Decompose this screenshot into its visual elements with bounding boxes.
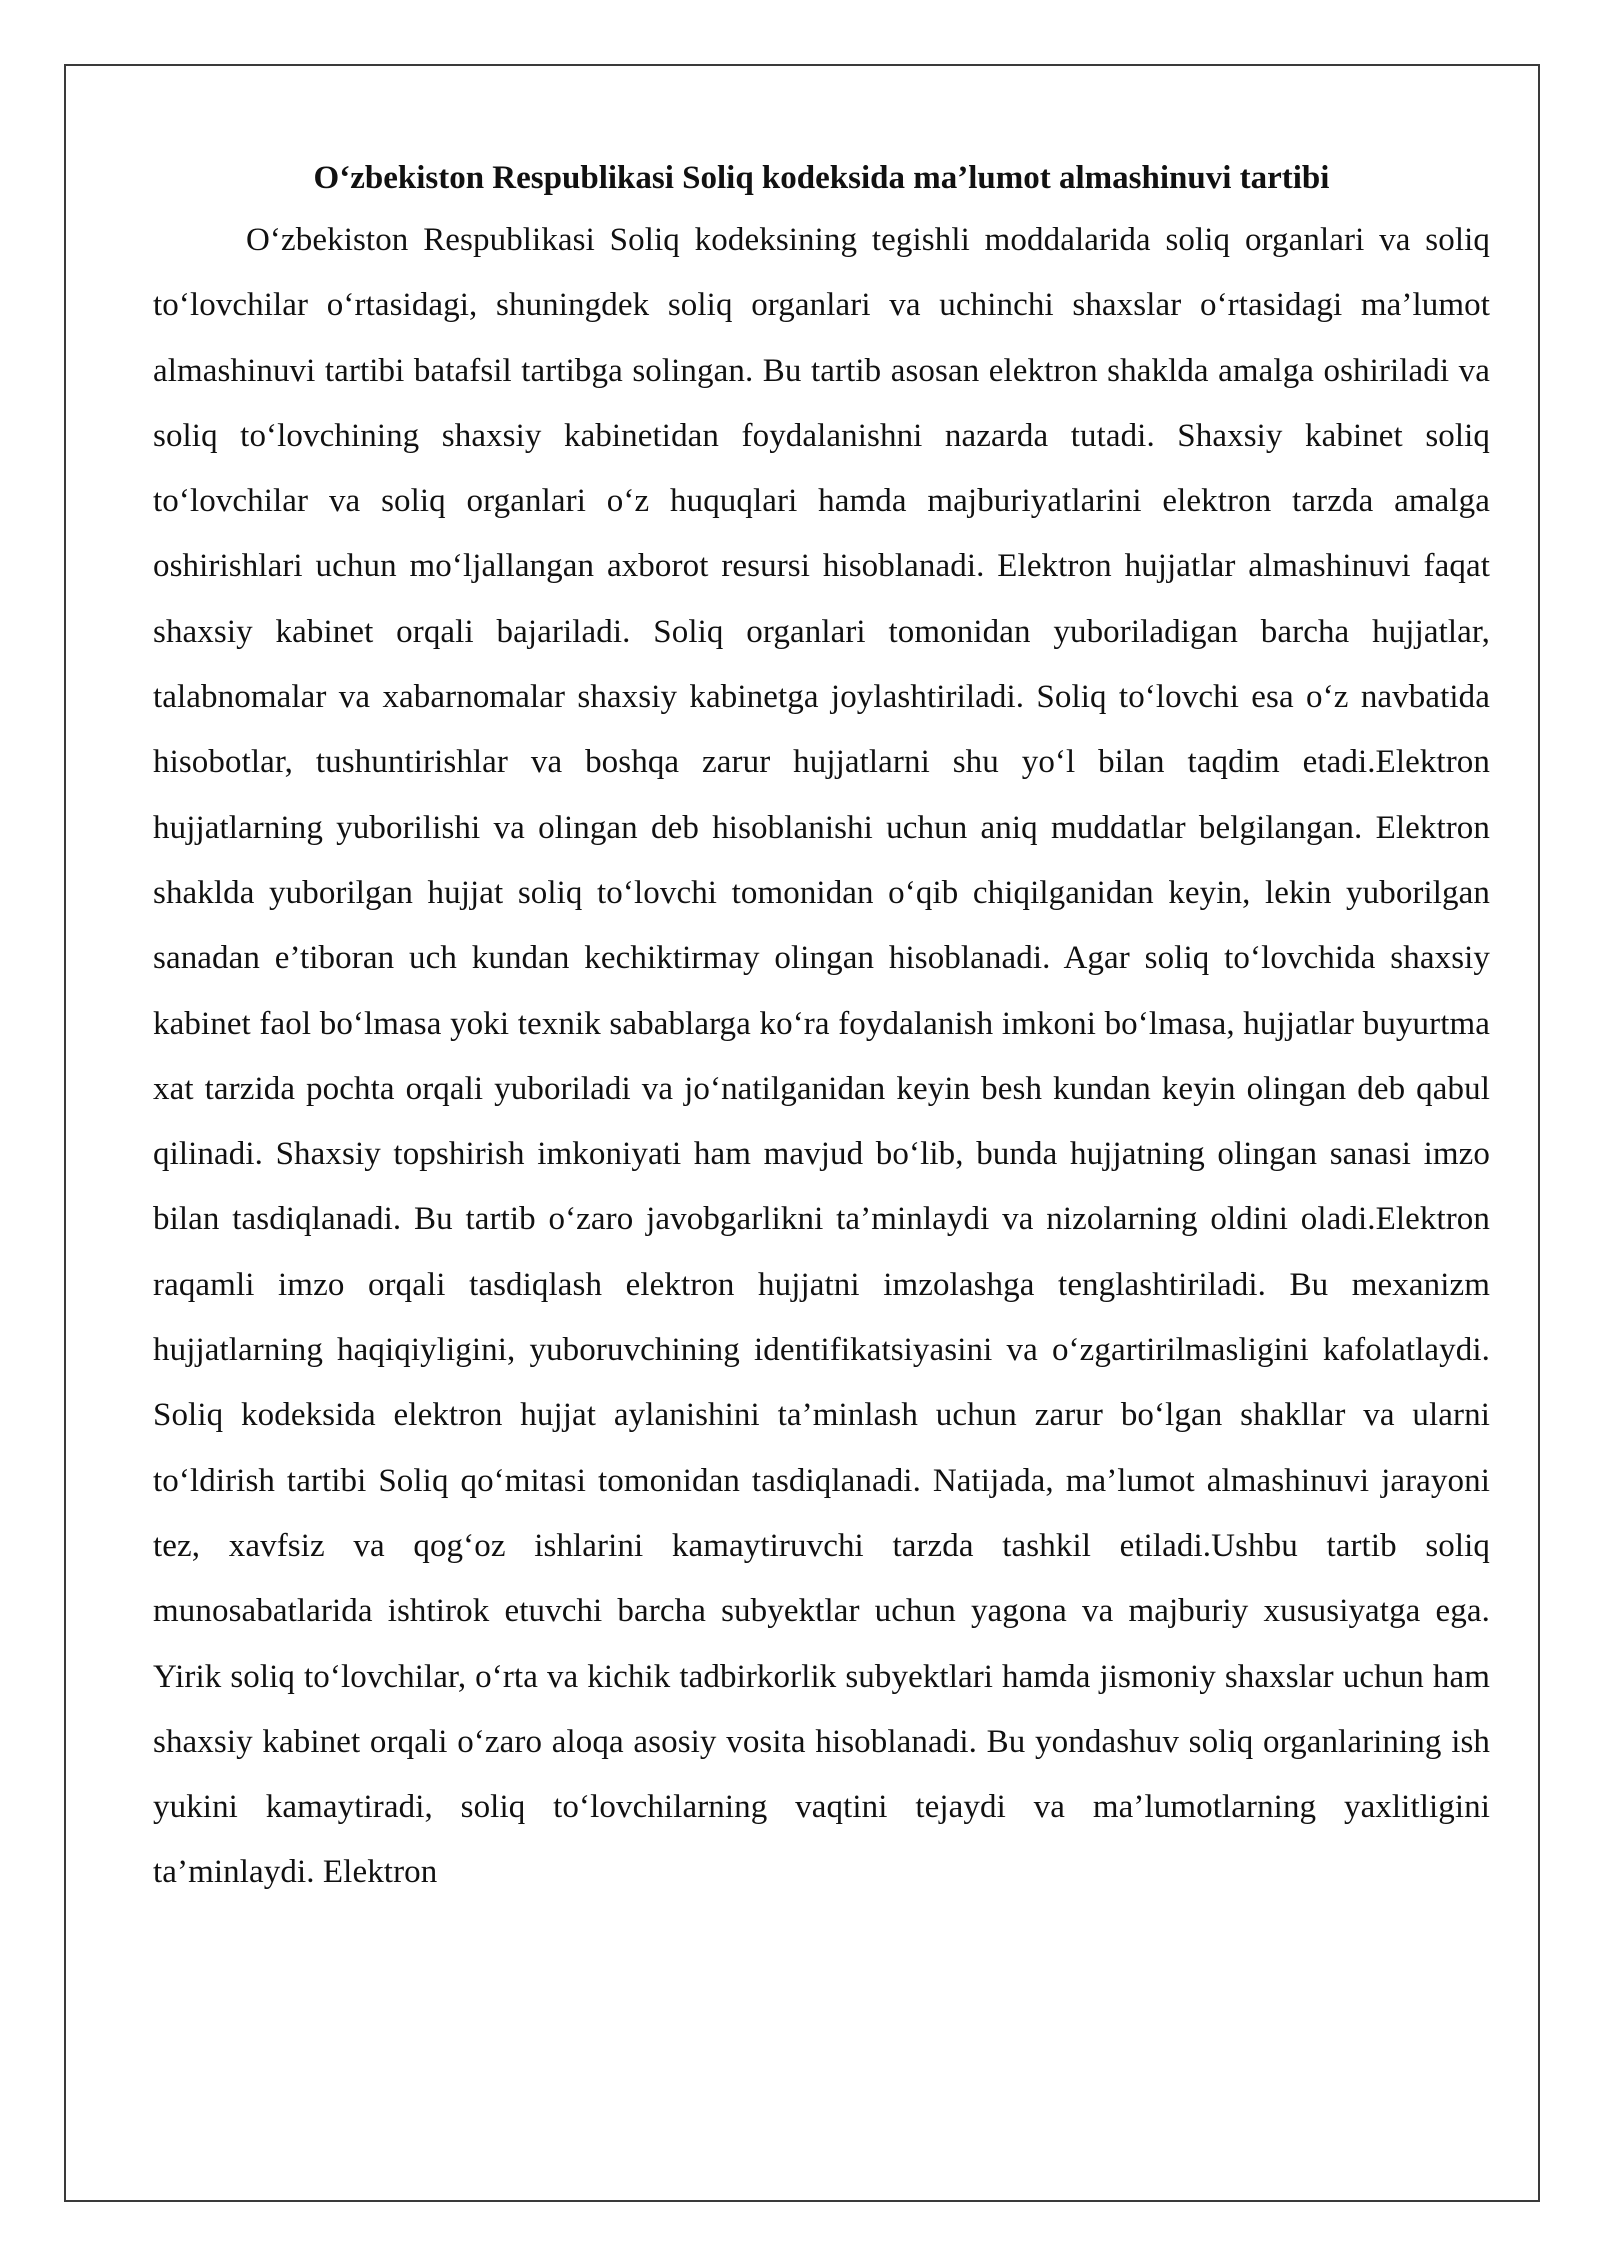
document-content [153,148,1490,1906]
document-title: O‘zbekiston Respublikasi Soliq kodeksida ma’lumot almashinuvi tartibi [313,160,1330,196]
document-body-paragraph: O‘zbekiston Respublikasi Soliq kodeksining tegishli moddalarida soliq organlari va soliq to‘lovchilar o‘rtasidagi, shuningdek soliq organlari va uchinchi shaxslar o‘rtasidagi ma’lumot almashinuvi tartibi batafsil tartibga solingan. Bu tartib asosan elektron shaklda amalga oshiriladi va soliq to‘lovchining shaxsiy kabinetidan foydalanishni nazarda tutadi. Shaxsiy kabinet soliq to‘lovchilar va soliq organlari o‘z huquqlari hamda majburiyatlarini elektron tarzda amalga oshirishlari uchun mo‘ljallangan axborot resursi hisoblanadi. Elektron hujjatlar almashinuvi faqat shaxsiy kabinet orqali bajariladi. Soliq organlari tomonidan yuboriladigan barcha hujjatlar, talabnomalar va xabarnomalar shaxsiy kabinetga joylashtiriladi. Soliq to‘lovchi esa o‘z navbatida hisobotlar, tushuntirishlar va boshqa zarur hujjatlarni shu yo‘l bilan taqdim etadi.Elektron hujjatlarning yuborilishi va olingan deb hisoblanishi uchun aniq muddatlar belgilangan. Elektron shaklda yuborilgan hujjat soliq to‘lovchi tomonidan o‘qib chiqilganidan keyin, lekin yuborilgan sanadan e’tiboran uch kundan kechiktirmay olingan hisoblanadi. Agar soliq to‘lovchida shaxsiy kabinet faol bo‘lmasa yoki texnik sabablarga ko‘ra foydalanish imkoni bo‘lmasa, hujjatlar buyurtma xat tarzida pochta orqali yuboriladi va jo‘natilganidan keyin besh kundan keyin olingan deb qabul qilinadi. Shaxsiy topshirish imkoniyati ham mavjud bo‘lib, bunda hujjatning olingan sanasi imzo bilan tasdiqlanadi. Bu tartib o‘zaro javobgarlikni ta’minlaydi va nizolarning oldini oladi.Elektron raqamli imzo orqali tasdiqlash elektron hujjatni imzolashga tenglashtiriladi. Bu mexanizm hujjatlarning haqiqiyligini, yuboruvchining identifikatsiyasini va o‘zgartirilmasligini kafolatlaydi. Soliq kodeksida elektron hujjat aylanishini ta’minlash uchun zarur bo‘lgan shakllar va ularni to‘ldirish tartibi Soliq qo‘mitasi tomonidan tasdiqlanadi. Natijada, ma’lumot almashinuvi jarayoni tez, xavfsiz va qog‘oz ishlarini kamaytiruvchi tarzda tashkil etiladi.Ushbu tartib soliq munosabatlarida ishtirok etuvchi barcha subyektlar uchun yagona va majburiy xususiyatga ega. Yirik soliq to‘lovchilar, o‘rta va kichik tadbirkorlik subyektlari hamda jismoniy shaxslar uchun ham shaxsiy kabinet orqali o‘zaro aloqa asosiy vosita hisoblanadi. Bu yondashuv soliq organlarining ish yukini kamaytiradi, soliq to‘lovchilarning vaqtini tejaydi va ma’lumotlarning yaxlitligini ta’minlaydi. Elektron [153,222,1490,1891]
